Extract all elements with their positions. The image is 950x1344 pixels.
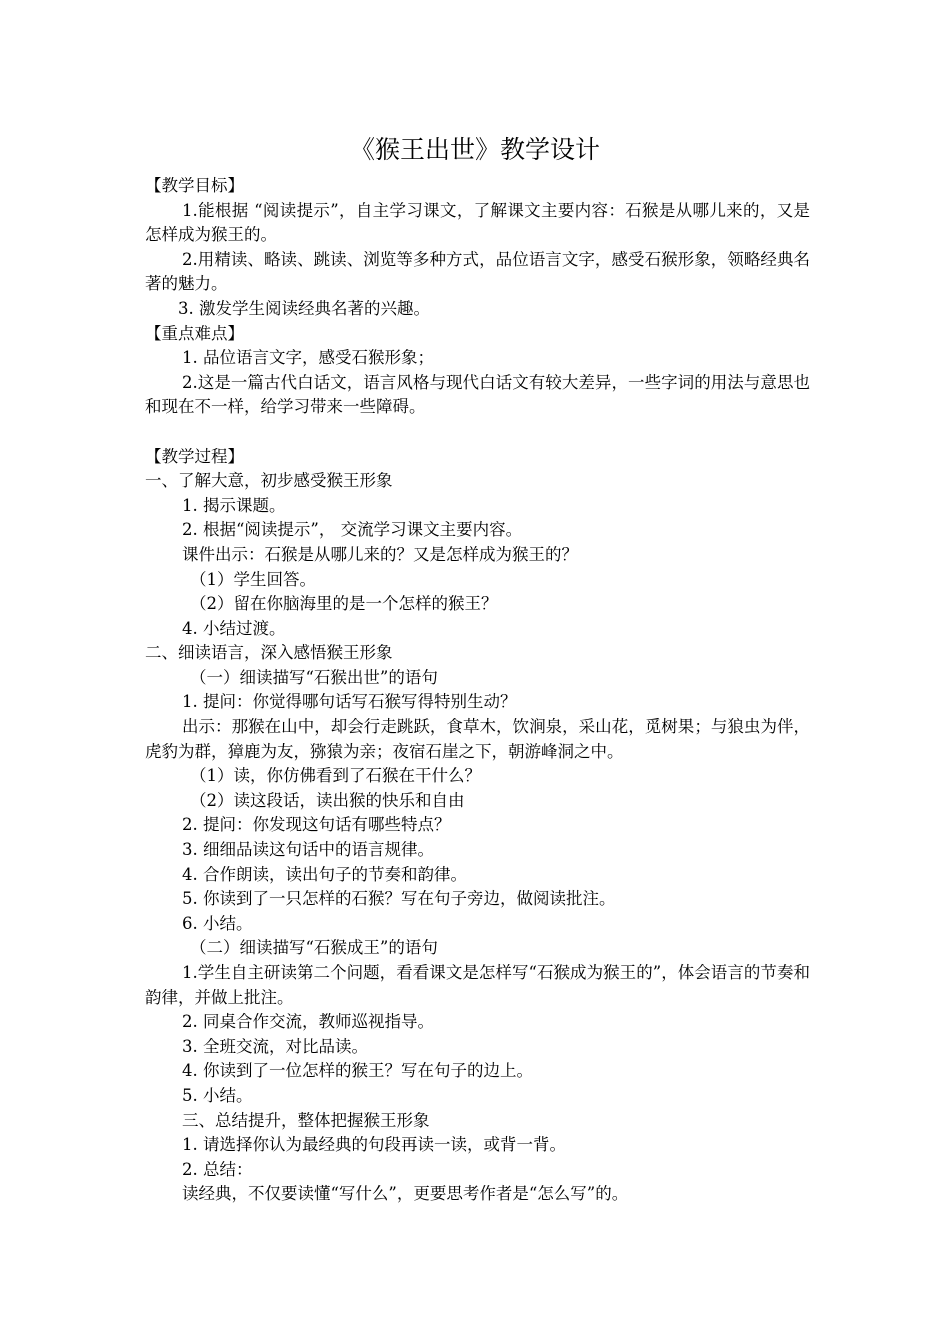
subsection2-line: 3. 全班交流，对比品读。 xyxy=(182,1036,368,1056)
subsection2-line: 2. 同桌合作交流，教师巡视指导。 xyxy=(182,1012,434,1032)
subsection1-line: 3. 细细品读这句话中的语言规律。 xyxy=(182,840,434,860)
subsection2-line: 4. 你读到了一位怎样的猴王？写在句子的边上。 xyxy=(182,1061,533,1081)
keypoints-heading: 【重点难点】 xyxy=(145,323,244,343)
subsection1-line: 4. 合作朗读，读出句子的节奏和韵律。 xyxy=(182,864,467,884)
goal-item-2: 2.用精读、略读、跳读、浏览等多种方式，品位语言文字，感受石猴形象，领略经典名著的魅力。 xyxy=(145,249,810,294)
process-heading: 【教学过程】 xyxy=(145,446,244,466)
subsection1-line: 2. 提问：你发现这句话有哪些特点？ xyxy=(182,815,451,835)
section1-heading: 一、了解大意，初步感受猴王形象 xyxy=(145,471,393,491)
section1-line: （2）留在你脑海里的是一个怎样的猴王？ xyxy=(190,594,498,614)
section3-line: 读经典，不仅要读懂“写什么”，更要思考作者是“怎么写”的。 xyxy=(182,1184,629,1204)
subsection1-line: 6. 小结。 xyxy=(182,913,253,933)
goal-item-1: 1.能根据 “阅读提示”，自主学习课文，了解课文主要内容：石猴是从哪儿来的，又是怎样成为猴王的。 xyxy=(145,200,810,245)
section1-line: （1）学生回答。 xyxy=(190,569,316,589)
section1-line: 4. 小结过渡。 xyxy=(182,618,286,638)
section1-line: 1. 揭示课题。 xyxy=(182,495,286,515)
section3-heading: 三、总结提升，整体把握猴王形象 xyxy=(182,1110,430,1130)
section3-line: 1. 请选择你认为最经典的句段再读一读，或背一背。 xyxy=(182,1135,566,1155)
subsection1-heading: （一）细读描写“石猴出世”的语句 xyxy=(190,667,438,687)
goals-heading: 【教学目标】 xyxy=(145,176,244,195)
blank-line xyxy=(145,420,810,445)
document-title: 《猴王出世》教学设计 xyxy=(349,135,600,164)
section1-line: 课件出示：石猴是从哪儿来的？又是怎样成为猴王的？ xyxy=(182,544,578,564)
subsection2-heading: （二）细读描写“石猴成王”的语句 xyxy=(190,938,438,958)
section3-line: 2. 总结： xyxy=(182,1159,253,1179)
subsection1-line: （1）读，你仿佛看到了石猴在干什么？ xyxy=(190,766,481,786)
subsection2-line: 1.学生自主研读第二个问题，看看课文是怎样写“石猴成为猴王的”，体会语言的节奏和韵律，并做上批注。 xyxy=(145,963,810,1007)
subsection1-quote: 出示：那猴在山中，却会行走跳跃，食草木，饮涧泉，采山花，觅树果；与狼虫为伴，虎豹为群，獐鹿为友，猕猿为亲；夜宿石崖之下，朝游峰洞之中。 xyxy=(145,717,810,761)
goal-item-3: 3. 激发学生阅读经典名著的兴趣。 xyxy=(178,298,430,318)
section2-heading: 二、细读语言，深入感悟猴王形象 xyxy=(145,643,393,663)
subsection1-line: 1. 提问：你觉得哪句话写石猴写得特别生动？ xyxy=(182,692,517,712)
subsection1-line: （2）读这段话，读出猴的快乐和自由 xyxy=(190,790,465,810)
subsection1-line: 5. 你读到了一只怎样的石猴？写在句子旁边，做阅读批注。 xyxy=(182,889,616,909)
subsection2-line: 5. 小结。 xyxy=(182,1085,253,1105)
document-body xyxy=(145,174,810,1207)
keypoint-item-1: 1. 品位语言文字，感受石猴形象； xyxy=(182,348,434,368)
keypoint-item-2: 2.这是一篇古代白话文，语言风格与现代白话文有较大差异，一些字词的用法与意思也和现在不一样，给学习带来一些障碍。 xyxy=(145,372,810,417)
section1-line: 2. 根据“阅读提示”， 交流学习课文主要内容。 xyxy=(182,520,523,540)
